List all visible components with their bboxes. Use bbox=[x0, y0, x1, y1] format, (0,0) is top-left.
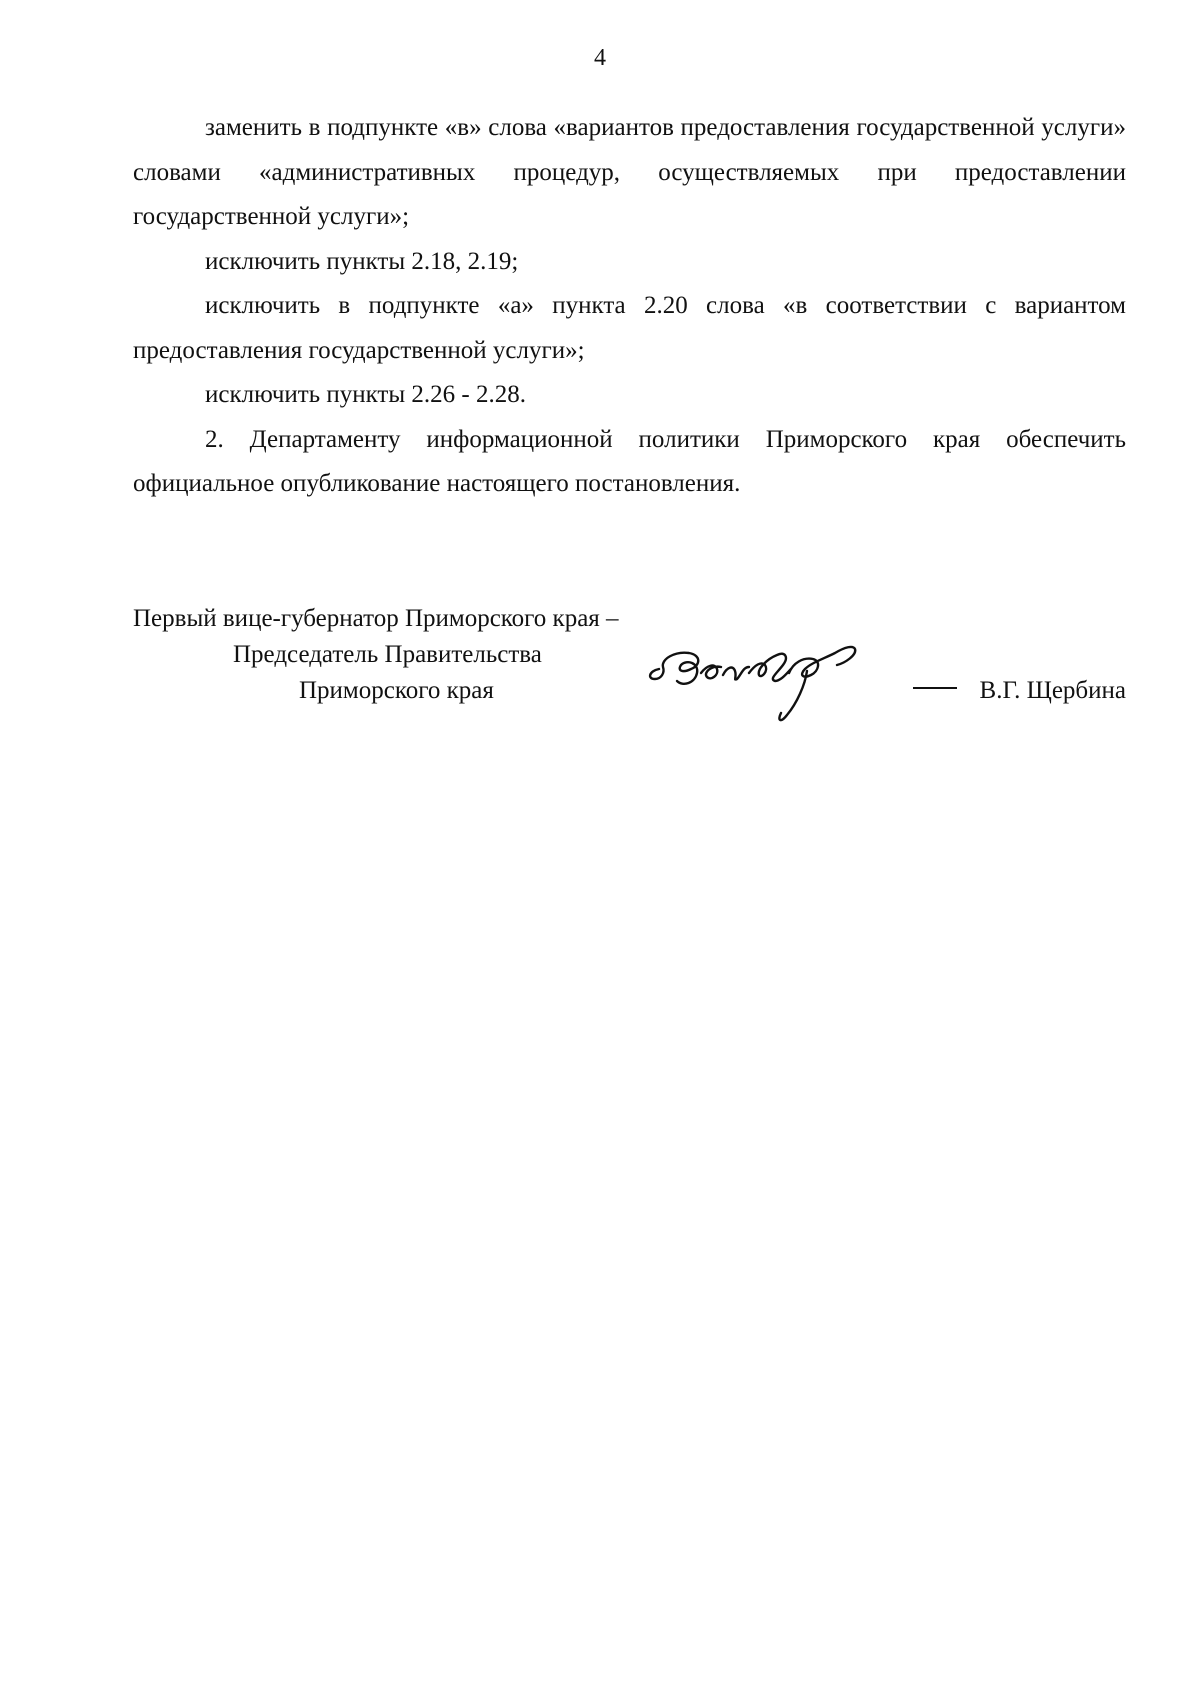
document-body bbox=[133, 106, 1126, 507]
signature-block bbox=[133, 601, 1126, 741]
paragraph-publication: 2. Департаменту информационной политики Приморского края обеспечить официальное опубликование настоящего постановления. bbox=[133, 425, 1126, 497]
signer-title-line-3: Приморского края bbox=[299, 677, 494, 704]
paragraph-exclude-2-18-2-19: исключить пункты 2.18, 2.19; bbox=[205, 247, 519, 275]
handwritten-signature-icon bbox=[641, 629, 881, 739]
signer-name: В.Г. Щербина bbox=[979, 677, 1126, 704]
paragraph-exclude-words-2-20: исключить в подпункте «а» пункта 2.20 слова «в соответствии с вариантом предоставления государственной услуги»; bbox=[133, 292, 1126, 364]
signature-dash bbox=[913, 687, 957, 689]
signer-title-line-2: Председатель Правительства bbox=[233, 641, 542, 668]
paragraph-replace-words: заменить в подпункте «в» слова «вариантов предоставления государственной услуги» словами «административных процедур, осуществляемых при предоставлении государственной услуги»; bbox=[133, 114, 1126, 230]
paragraph-exclude-2-26-2-28: исключить пункты 2.26 - 2.28. bbox=[205, 381, 526, 408]
page-number: 4 bbox=[594, 45, 606, 71]
signer-title-line-1: Первый вице-губернатор Приморского края – bbox=[133, 605, 619, 632]
